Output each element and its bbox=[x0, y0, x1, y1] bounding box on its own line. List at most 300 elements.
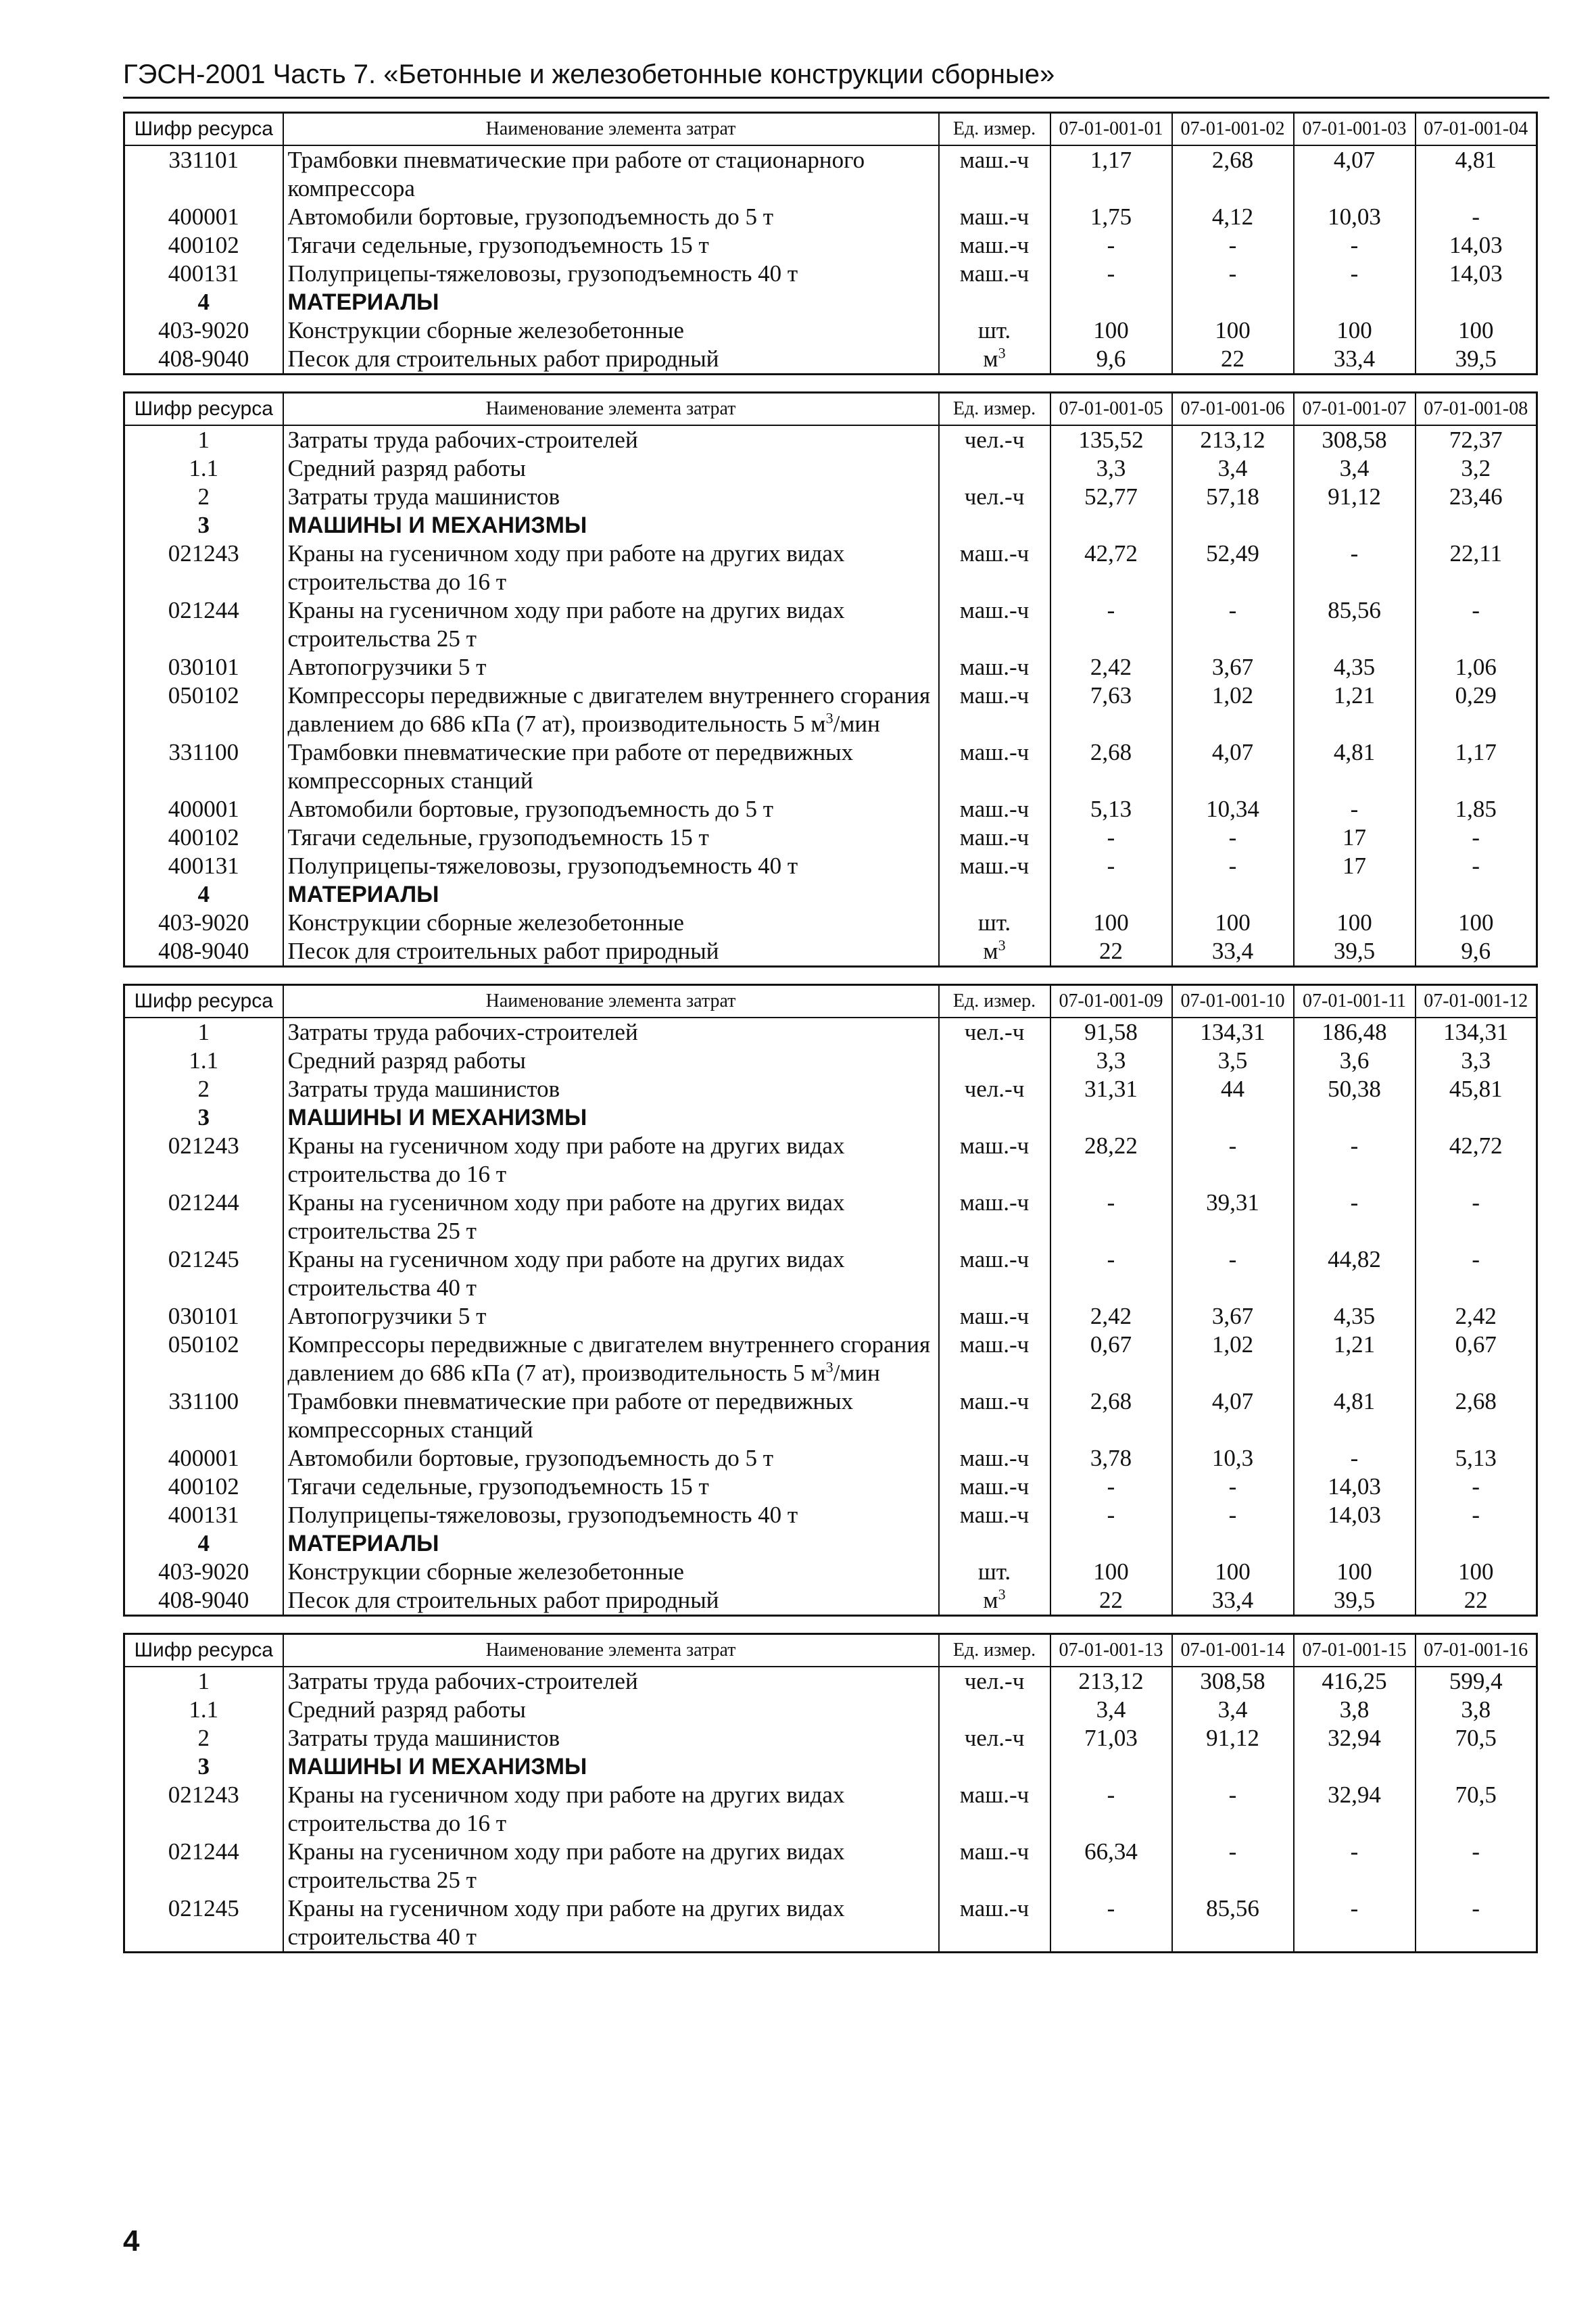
cost-element-name-text: Компрессоры передвижные с двигателем внутреннего сгорания давлением до 686 кПа (7 ат), производительность 5 м bbox=[287, 682, 931, 737]
table-row bbox=[124, 203, 1537, 231]
norm-value: 10,3 bbox=[1172, 1444, 1294, 1473]
column-header-name: Наименование элемента затрат bbox=[283, 113, 939, 146]
norm-value: 100 bbox=[1172, 316, 1294, 345]
unit-of-measure bbox=[939, 738, 1050, 795]
cost-element-name-text: Песок для строительных работ природный bbox=[287, 345, 719, 372]
norm-value: 3,3 bbox=[1050, 1047, 1172, 1075]
cost-element-name bbox=[283, 1501, 939, 1529]
resource-code: 4 bbox=[124, 1529, 283, 1558]
column-header-code: Шифр ресурса bbox=[124, 985, 283, 1018]
column-header-norm-code: 07-01-001-14 bbox=[1172, 1634, 1294, 1667]
norm-value: 2,68 bbox=[1416, 1387, 1537, 1444]
cost-element-name bbox=[283, 1558, 939, 1586]
cost-element-name bbox=[283, 316, 939, 345]
norm-value bbox=[1172, 880, 1294, 909]
unit-of-measure bbox=[939, 1586, 1050, 1616]
norm-value bbox=[1294, 511, 1416, 540]
norm-value: - bbox=[1294, 1189, 1416, 1245]
norm-value: 23,46 bbox=[1416, 483, 1537, 511]
table-row bbox=[124, 1501, 1537, 1529]
unit-of-measure bbox=[939, 795, 1050, 824]
cost-element-name bbox=[283, 231, 939, 260]
table-row bbox=[124, 1696, 1537, 1724]
cost-element-name-text: Конструкции сборные железобетонные bbox=[287, 909, 684, 936]
unit-of-measure bbox=[939, 1894, 1050, 1953]
cost-element-name bbox=[283, 1132, 939, 1189]
unit-text: чел.-ч bbox=[964, 1076, 1025, 1102]
cost-element-name-text: МАТЕРИАЛЫ bbox=[287, 1531, 439, 1556]
norm-value: 4,07 bbox=[1294, 145, 1416, 203]
norm-value: - bbox=[1294, 231, 1416, 260]
norm-value: 4,81 bbox=[1416, 145, 1537, 203]
unit-superscript: 3 bbox=[998, 1585, 1006, 1603]
unit-superscript: 3 bbox=[998, 344, 1006, 362]
resource-code: 1 bbox=[124, 1667, 283, 1696]
norm-value bbox=[1050, 288, 1172, 316]
norm-value: 4,07 bbox=[1172, 738, 1294, 795]
cost-element-name bbox=[283, 1696, 939, 1724]
unit-of-measure bbox=[939, 880, 1050, 909]
norm-value bbox=[1294, 1752, 1416, 1781]
norm-value: 3,4 bbox=[1172, 454, 1294, 483]
cost-element-name-text: Затраты труда машинистов bbox=[287, 1076, 560, 1102]
unit-of-measure bbox=[939, 937, 1050, 967]
unit-text: маш.-ч bbox=[959, 1388, 1030, 1414]
unit-of-measure bbox=[939, 1501, 1050, 1529]
table-row bbox=[124, 260, 1537, 288]
column-header-norm-code: 07-01-001-02 bbox=[1172, 113, 1294, 146]
cost-element-name bbox=[283, 1724, 939, 1752]
column-header-norm-code: 07-01-001-04 bbox=[1416, 113, 1537, 146]
resource-code: 403-9020 bbox=[124, 316, 283, 345]
norm-value: 308,58 bbox=[1172, 1667, 1294, 1696]
norm-value: 4,81 bbox=[1294, 738, 1416, 795]
unit-of-measure bbox=[939, 511, 1050, 540]
cost-element-name bbox=[283, 596, 939, 653]
resource-code: 331100 bbox=[124, 1387, 283, 1444]
unit-text: чел.-ч bbox=[964, 483, 1025, 510]
section-row bbox=[124, 1103, 1537, 1132]
norm-value: 70,5 bbox=[1416, 1724, 1537, 1752]
cost-element-name bbox=[283, 824, 939, 852]
table-row bbox=[124, 682, 1537, 738]
norm-value: 3,2 bbox=[1416, 454, 1537, 483]
cost-element-name-text: Компрессоры передвижные с двигателем внутреннего сгорания давлением до 686 кПа (7 ат), производительность 5 м bbox=[287, 1331, 931, 1386]
unit-of-measure bbox=[939, 1387, 1050, 1444]
table-row bbox=[124, 653, 1537, 682]
table-row bbox=[124, 1558, 1537, 1586]
cost-element-name bbox=[283, 937, 939, 967]
cost-element-name bbox=[283, 454, 939, 483]
norm-value: - bbox=[1294, 540, 1416, 596]
cost-element-name-tail: /мин bbox=[833, 711, 880, 737]
table-row bbox=[124, 540, 1537, 596]
unit-of-measure bbox=[939, 1529, 1050, 1558]
table-row bbox=[124, 1302, 1537, 1331]
norm-value: - bbox=[1172, 1245, 1294, 1302]
resource-code: 400001 bbox=[124, 795, 283, 824]
norm-value: 28,22 bbox=[1050, 1132, 1172, 1189]
norm-value: 22 bbox=[1050, 937, 1172, 967]
norm-value: 0,29 bbox=[1416, 682, 1537, 738]
unit-text: маш.-ч bbox=[959, 1782, 1030, 1808]
norm-value: 100 bbox=[1416, 1558, 1537, 1586]
resource-code: 400102 bbox=[124, 231, 283, 260]
norm-value bbox=[1416, 1529, 1537, 1558]
unit-of-measure bbox=[939, 1473, 1050, 1501]
section-row bbox=[124, 1529, 1537, 1558]
norm-value: - bbox=[1294, 1838, 1416, 1894]
norm-value: 33,4 bbox=[1172, 937, 1294, 967]
cost-element-name-tail: /мин bbox=[833, 1360, 880, 1386]
unit-of-measure bbox=[939, 1558, 1050, 1586]
unit-of-measure bbox=[939, 1245, 1050, 1302]
cost-element-name bbox=[283, 1302, 939, 1331]
norm-value: - bbox=[1172, 824, 1294, 852]
norm-value: - bbox=[1172, 852, 1294, 880]
cost-element-name bbox=[283, 1245, 939, 1302]
unit-of-measure bbox=[939, 682, 1050, 738]
cost-element-name bbox=[283, 909, 939, 937]
table-row bbox=[124, 852, 1537, 880]
norm-value: 100 bbox=[1294, 909, 1416, 937]
cost-element-name bbox=[283, 1103, 939, 1132]
norm-value: 14,03 bbox=[1294, 1473, 1416, 1501]
norm-value: 14,03 bbox=[1416, 260, 1537, 288]
norm-value: 1,17 bbox=[1416, 738, 1537, 795]
norm-value: 1,02 bbox=[1172, 1331, 1294, 1387]
norm-value: 45,81 bbox=[1416, 1075, 1537, 1103]
table-row bbox=[124, 1132, 1537, 1189]
norm-value: - bbox=[1050, 1189, 1172, 1245]
norm-value: - bbox=[1050, 1501, 1172, 1529]
resource-code: 403-9020 bbox=[124, 1558, 283, 1586]
cost-element-name-text: Автомобили бортовые, грузоподъемность до 5 т bbox=[287, 204, 774, 230]
unit-text: маш.-ч bbox=[959, 1445, 1030, 1471]
unit-of-measure bbox=[939, 1302, 1050, 1331]
norm-value: 44,82 bbox=[1294, 1245, 1416, 1302]
unit-of-measure bbox=[939, 454, 1050, 483]
norm-value: 416,25 bbox=[1294, 1667, 1416, 1696]
section-row bbox=[124, 880, 1537, 909]
unit-text: маш.-ч bbox=[959, 1189, 1030, 1216]
table-row bbox=[124, 483, 1537, 511]
resource-code: 1 bbox=[124, 425, 283, 454]
table-row bbox=[124, 425, 1537, 454]
cost-element-name-text: МАТЕРИАЛЫ bbox=[287, 289, 439, 315]
unit-of-measure bbox=[939, 909, 1050, 937]
table-header-row bbox=[124, 393, 1537, 426]
norm-value bbox=[1416, 1103, 1537, 1132]
page-title: ГЭСН-2001 Часть 7. «Бетонные и железобетонные конструкции сборные» bbox=[123, 59, 1055, 89]
resource-code: 2 bbox=[124, 1075, 283, 1103]
resource-code: 021245 bbox=[124, 1894, 283, 1953]
resource-code: 408-9040 bbox=[124, 345, 283, 375]
norm-value bbox=[1172, 511, 1294, 540]
unit-text: маш.-ч bbox=[959, 597, 1030, 623]
column-header-name: Наименование элемента затрат bbox=[283, 393, 939, 426]
cost-element-name-text: Краны на гусеничном ходу при работе на других видах строительства 40 т bbox=[287, 1246, 845, 1301]
table-row bbox=[124, 1586, 1537, 1616]
unit-of-measure bbox=[939, 203, 1050, 231]
unit-text: маш.-ч bbox=[959, 824, 1030, 851]
norm-value: 50,38 bbox=[1294, 1075, 1416, 1103]
unit-text: маш.-ч bbox=[959, 654, 1030, 680]
norm-value bbox=[1294, 1103, 1416, 1132]
resource-code: 400131 bbox=[124, 1501, 283, 1529]
cost-element-name-text: Затраты труда рабочих-строителей bbox=[287, 1019, 638, 1045]
norm-value: - bbox=[1294, 795, 1416, 824]
column-header-code: Шифр ресурса bbox=[124, 393, 283, 426]
norm-value: 100 bbox=[1172, 909, 1294, 937]
norm-value: - bbox=[1050, 824, 1172, 852]
table-header-row bbox=[124, 1634, 1537, 1667]
norm-value: 186,48 bbox=[1294, 1018, 1416, 1047]
norm-value bbox=[1050, 1103, 1172, 1132]
norm-value: 3,8 bbox=[1294, 1696, 1416, 1724]
column-header-unit: Ед. измер. bbox=[939, 113, 1050, 146]
cost-element-name-text: Средний разряд работы bbox=[287, 455, 526, 481]
table-row bbox=[124, 454, 1537, 483]
unit-text: маш.-ч bbox=[959, 1838, 1030, 1865]
cost-element-name-text: Трамбовки пневматические при работе от стационарного компрессора bbox=[287, 147, 865, 201]
cost-element-name-text: Затраты труда рабочих-строителей bbox=[287, 427, 638, 453]
norm-value bbox=[1050, 1529, 1172, 1558]
resource-code: 400102 bbox=[124, 1473, 283, 1501]
norm-value: 91,58 bbox=[1050, 1018, 1172, 1047]
norm-value: - bbox=[1416, 1894, 1537, 1953]
unit-text: маш.-ч bbox=[959, 1246, 1030, 1272]
column-header-norm-code: 07-01-001-11 bbox=[1294, 985, 1416, 1018]
column-header-norm-code: 07-01-001-10 bbox=[1172, 985, 1294, 1018]
norm-value: 14,03 bbox=[1416, 231, 1537, 260]
norm-value: 57,18 bbox=[1172, 483, 1294, 511]
norm-value: - bbox=[1050, 596, 1172, 653]
cost-element-name bbox=[283, 1189, 939, 1245]
norm-value: 9,6 bbox=[1416, 937, 1537, 967]
resource-code: 021244 bbox=[124, 1189, 283, 1245]
resource-code: 400001 bbox=[124, 1444, 283, 1473]
resource-code: 021244 bbox=[124, 1838, 283, 1894]
cost-element-name bbox=[283, 1838, 939, 1894]
unit-text: маш.-ч bbox=[959, 853, 1030, 879]
unit-of-measure bbox=[939, 231, 1050, 260]
norm-value: 134,31 bbox=[1416, 1018, 1537, 1047]
cost-element-name-text: Трамбовки пневматические при работе от передвижных компрессорных станций bbox=[287, 739, 854, 794]
norm-value: - bbox=[1294, 260, 1416, 288]
column-header-norm-code: 07-01-001-03 bbox=[1294, 113, 1416, 146]
norms-table bbox=[123, 984, 1538, 1617]
cost-element-name-text: Автомобили бортовые, грузоподъемность до 5 т bbox=[287, 1445, 774, 1471]
unit-superscript: 3 bbox=[998, 936, 1006, 954]
norm-value: - bbox=[1416, 203, 1537, 231]
norm-value: 0,67 bbox=[1416, 1331, 1537, 1387]
norm-value bbox=[1294, 1529, 1416, 1558]
norm-value: 2,42 bbox=[1416, 1302, 1537, 1331]
norm-value: 3,4 bbox=[1172, 1696, 1294, 1724]
norm-value: 42,72 bbox=[1050, 540, 1172, 596]
section-row bbox=[124, 288, 1537, 316]
unit-of-measure bbox=[939, 1103, 1050, 1132]
cost-element-name-text: Средний разряд работы bbox=[287, 1696, 526, 1723]
cost-element-name bbox=[283, 483, 939, 511]
table-row bbox=[124, 937, 1537, 967]
cost-element-name bbox=[283, 1473, 939, 1501]
unit-of-measure bbox=[939, 1189, 1050, 1245]
norm-value: 3,6 bbox=[1294, 1047, 1416, 1075]
norm-value: 4,12 bbox=[1172, 203, 1294, 231]
unit-text: маш.-ч bbox=[959, 682, 1030, 709]
table-row bbox=[124, 909, 1537, 937]
unit-of-measure bbox=[939, 653, 1050, 682]
cost-element-name-text: Тягачи седельные, грузоподъемность 15 т bbox=[287, 232, 709, 258]
cost-element-name-text: Краны на гусеничном ходу при работе на других видах строительства до 16 т bbox=[287, 1132, 845, 1187]
table-row bbox=[124, 1724, 1537, 1752]
resource-code: 030101 bbox=[124, 653, 283, 682]
resource-code: 1.1 bbox=[124, 1047, 283, 1075]
unit-of-measure bbox=[939, 1331, 1050, 1387]
norm-value: - bbox=[1050, 1781, 1172, 1838]
cost-element-name-text: Полуприцепы-тяжеловозы, грузоподъемность 40 т bbox=[287, 260, 798, 287]
norm-value: - bbox=[1172, 1838, 1294, 1894]
unit-of-measure bbox=[939, 1724, 1050, 1752]
norm-value: 1,21 bbox=[1294, 1331, 1416, 1387]
norm-value: 52,77 bbox=[1050, 483, 1172, 511]
table-row bbox=[124, 1894, 1537, 1953]
resource-code: 021244 bbox=[124, 596, 283, 653]
resource-code: 3 bbox=[124, 1752, 283, 1781]
norms-table bbox=[123, 1633, 1538, 1953]
norm-value: 100 bbox=[1050, 1558, 1172, 1586]
cost-element-name-text: Полуприцепы-тяжеловозы, грузоподъемность 40 т bbox=[287, 853, 798, 879]
resource-code: 331100 bbox=[124, 738, 283, 795]
cost-element-name-text: Трамбовки пневматические при работе от передвижных компрессорных станций bbox=[287, 1388, 854, 1443]
norm-value: - bbox=[1416, 1189, 1537, 1245]
cost-element-name bbox=[283, 682, 939, 738]
norm-value: 134,31 bbox=[1172, 1018, 1294, 1047]
norm-value: 100 bbox=[1294, 316, 1416, 345]
norm-value bbox=[1050, 511, 1172, 540]
norm-value: 100 bbox=[1050, 316, 1172, 345]
unit-text: шт. bbox=[977, 909, 1011, 936]
norm-value: 17 bbox=[1294, 852, 1416, 880]
cost-element-name bbox=[283, 795, 939, 824]
resource-code: 021243 bbox=[124, 540, 283, 596]
resource-code: 1.1 bbox=[124, 454, 283, 483]
norm-value: 10,34 bbox=[1172, 795, 1294, 824]
unit-of-measure bbox=[939, 345, 1050, 375]
column-header-norm-code: 07-01-001-16 bbox=[1416, 1634, 1537, 1667]
norm-value: 3,3 bbox=[1416, 1047, 1537, 1075]
norm-value: 100 bbox=[1416, 316, 1537, 345]
unit-of-measure bbox=[939, 425, 1050, 454]
unit-text: маш.-ч bbox=[959, 1331, 1030, 1358]
table-row bbox=[124, 1667, 1537, 1696]
norm-value: 1,06 bbox=[1416, 653, 1537, 682]
norm-value: 39,5 bbox=[1294, 937, 1416, 967]
resource-code: 1 bbox=[124, 1018, 283, 1047]
norm-value: 70,5 bbox=[1416, 1781, 1537, 1838]
unit-of-measure bbox=[939, 1696, 1050, 1724]
cost-element-name bbox=[283, 1586, 939, 1616]
resource-code: 1.1 bbox=[124, 1696, 283, 1724]
unit-of-measure bbox=[939, 824, 1050, 852]
unit-of-measure bbox=[939, 260, 1050, 288]
norm-value: 42,72 bbox=[1416, 1132, 1537, 1189]
norm-value: 17 bbox=[1294, 824, 1416, 852]
unit-text: м bbox=[983, 938, 998, 964]
norm-value: - bbox=[1416, 824, 1537, 852]
norm-value: 32,94 bbox=[1294, 1724, 1416, 1752]
page-number: 4 bbox=[123, 2224, 140, 2258]
norm-value: - bbox=[1416, 1501, 1537, 1529]
norm-value: - bbox=[1416, 1245, 1537, 1302]
resource-code: 4 bbox=[124, 880, 283, 909]
unit-of-measure bbox=[939, 1075, 1050, 1103]
unit-of-measure bbox=[939, 1018, 1050, 1047]
unit-of-measure bbox=[939, 288, 1050, 316]
unit-text: маш.-ч bbox=[959, 1132, 1030, 1159]
unit-of-measure bbox=[939, 852, 1050, 880]
norm-value: 1,21 bbox=[1294, 682, 1416, 738]
column-header-norm-code: 07-01-001-12 bbox=[1416, 985, 1537, 1018]
table-row bbox=[124, 596, 1537, 653]
page-header bbox=[123, 59, 1549, 99]
resource-code: 400131 bbox=[124, 852, 283, 880]
unit-of-measure bbox=[939, 316, 1050, 345]
cost-element-name bbox=[283, 425, 939, 454]
cost-element-name-text: МАШИНЫ И МЕХАНИЗМЫ bbox=[287, 1754, 587, 1780]
unit-text: чел.-ч bbox=[964, 1019, 1025, 1045]
norm-value: 52,49 bbox=[1172, 540, 1294, 596]
cost-element-name bbox=[283, 1894, 939, 1953]
column-header-norm-code: 07-01-001-05 bbox=[1050, 393, 1172, 426]
norm-value: - bbox=[1050, 1473, 1172, 1501]
cost-element-name-text: Краны на гусеничном ходу при работе на других видах строительства до 16 т bbox=[287, 1782, 845, 1836]
norm-value: - bbox=[1050, 231, 1172, 260]
column-header-name: Наименование элемента затрат bbox=[283, 1634, 939, 1667]
norm-value: 10,03 bbox=[1294, 203, 1416, 231]
norm-value: 32,94 bbox=[1294, 1781, 1416, 1838]
norms-table bbox=[123, 391, 1538, 968]
norm-value: 100 bbox=[1172, 1558, 1294, 1586]
norm-value: 22 bbox=[1050, 1586, 1172, 1616]
norm-value: 3,4 bbox=[1050, 1696, 1172, 1724]
table-row bbox=[124, 1189, 1537, 1245]
norm-value: 3,5 bbox=[1172, 1047, 1294, 1075]
norm-value bbox=[1172, 1529, 1294, 1558]
norm-value: 2,68 bbox=[1172, 145, 1294, 203]
cost-element-name bbox=[283, 1331, 939, 1387]
norm-value bbox=[1050, 1752, 1172, 1781]
resource-code: 3 bbox=[124, 1103, 283, 1132]
resource-code: 3 bbox=[124, 511, 283, 540]
cost-element-name-text: Конструкции сборные железобетонные bbox=[287, 1558, 684, 1585]
column-header-code: Шифр ресурса bbox=[124, 1634, 283, 1667]
unit-text: маш.-ч bbox=[959, 1473, 1030, 1500]
cost-element-name-text: МАТЕРИАЛЫ bbox=[287, 882, 439, 907]
norm-value: - bbox=[1294, 1132, 1416, 1189]
norm-value bbox=[1416, 288, 1537, 316]
norm-value: - bbox=[1172, 1781, 1294, 1838]
norm-value: - bbox=[1172, 1132, 1294, 1189]
norm-value: 0,67 bbox=[1050, 1331, 1172, 1387]
norm-value: - bbox=[1050, 852, 1172, 880]
norm-value: - bbox=[1172, 260, 1294, 288]
column-header-norm-code: 07-01-001-06 bbox=[1172, 393, 1294, 426]
norm-value: 213,12 bbox=[1172, 425, 1294, 454]
unit-of-measure bbox=[939, 1444, 1050, 1473]
